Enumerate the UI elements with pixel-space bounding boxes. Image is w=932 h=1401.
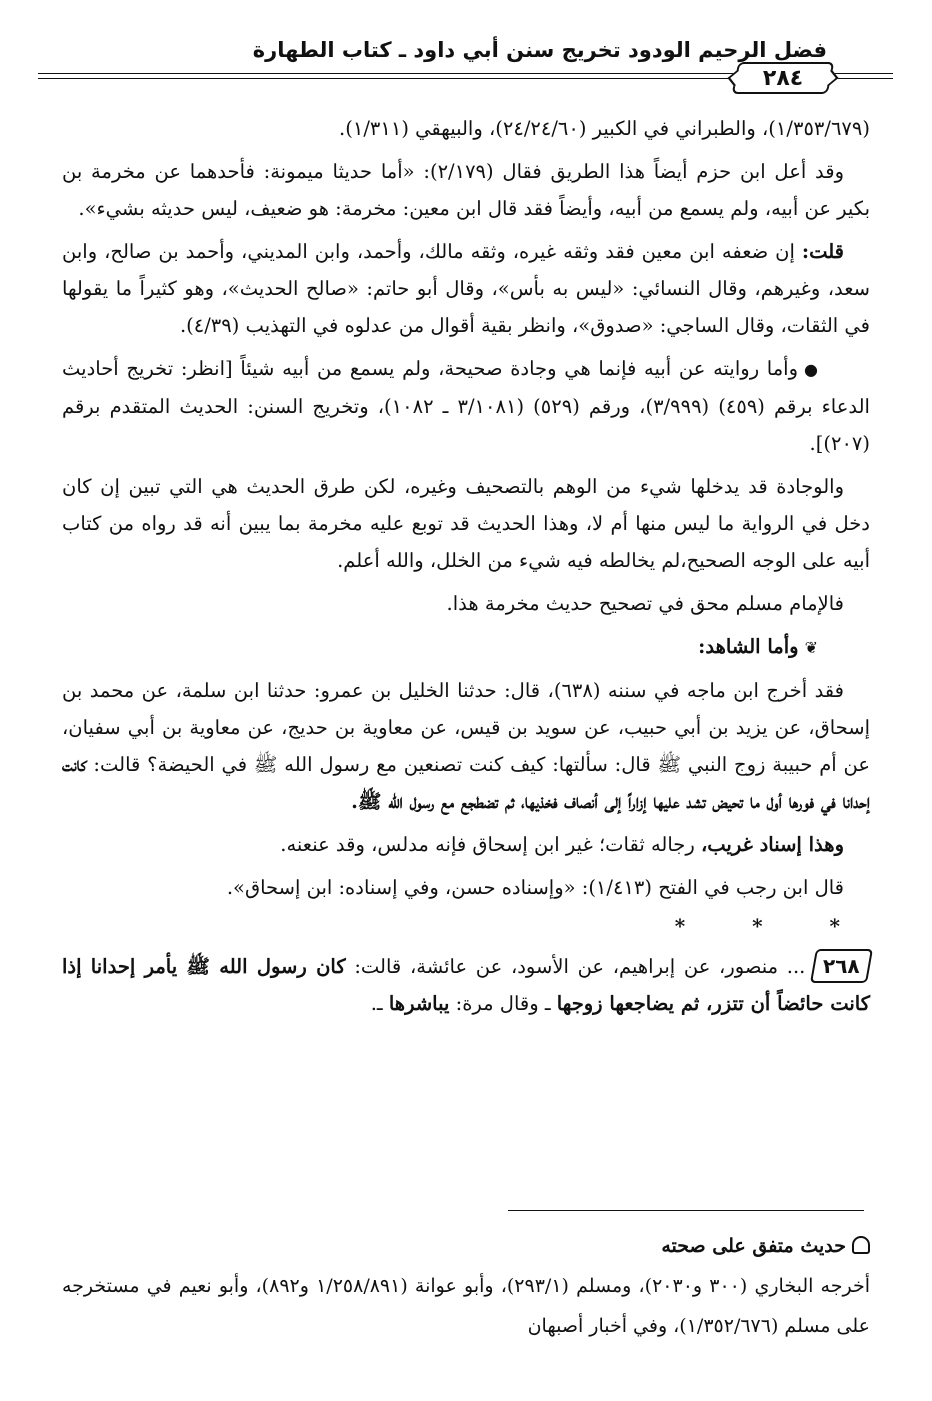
page-number-badge — [732, 62, 835, 94]
paragraph-3 — [62, 233, 870, 344]
ornament-icon: ❦ — [804, 638, 818, 657]
page-number: ٢٨٤ — [762, 65, 804, 91]
section-divider-stars: * * * — [674, 914, 870, 938]
hadith-text-mid: ـ وقال مرة: — [449, 992, 557, 1015]
paragraph-3-text: إن ضعفه ابن معين فقد وثقه غيره، وثقه مالك، وأحمد، وابن المديني، وأحمد بن صالح، وابن سعد، وغيرهم، وقال النسائي: «ليس به بأس»، وقال أبو حاتم: «صالح الحديث»، وهو كثيراً ما يقولها في الثقات، وقال الساجي: «صدوق»، وانظر بقية أقوال من عدلوه في التهذيب (٤/٣٩). — [62, 240, 870, 337]
paragraph-7 — [62, 628, 870, 666]
paragraph-6: فالإمام مسلم محق في تصحيح حديث مخرمة هذا. — [446, 592, 844, 615]
footnote-bullet-icon — [852, 1236, 870, 1254]
hadith-number: ٢٦٨ — [823, 954, 860, 978]
paragraph-10: قال ابن رجب في الفتح (١/٤١٣): «وإسناده حسن، وفي إسناده: ابن إسحاق». — [226, 876, 844, 899]
paragraph-3-lead: قلت: — [801, 240, 844, 263]
footnote-text: أخرجه البخاري (٣٠٠ و٢٠٣٠)، ومسلم (٢٩٣/١)، وأبو عوانة (١/٢٥٨/٨٩١ و٨٩٢)، وأبو نعيم في مستخرجه على مسلم (١/٣٥٢/٦٧٦)، وفي أخبار أصبهان — [62, 1275, 870, 1337]
paragraph-8 — [62, 672, 870, 820]
running-header-title: فضل الرحيم الودود تخريج سنن أبي داود ـ كتاب الطهارة — [252, 38, 827, 62]
footnote-heading: حديث متفق على صحته — [661, 1235, 846, 1257]
footnote-heading-line — [62, 1226, 870, 1266]
paragraph-9 — [62, 826, 870, 863]
paragraph-4 — [62, 350, 870, 462]
paragraph-9-text: رجاله ثقات؛ غير ابن إسحاق فإنه مدلس، وقد عنعنه. — [280, 833, 701, 856]
main-text — [62, 110, 870, 1028]
section-heading: وأما الشاهد: — [698, 635, 799, 658]
hadith-text-bold-2: يباشرها — [388, 992, 450, 1015]
hadith-intro: ... منصور، عن إبراهيم، عن الأسود، عن عائشة، قالت: — [345, 955, 806, 978]
paragraph-1: (١/٣٥٣/٦٧٩)، والطبراني في الكبير (٢٤/٢٤/٦٠)، والبيهقي (١/٣١١). — [339, 117, 870, 140]
paragraph-5: والوجادة قد يدخلها شيء من الوهم بالتصحيف وغيره، لكن طرق الحديث هي التي تبين إن كان دخل في الرواية ما ليس منها أم لا، وهذا الحديث قد توبع عليه مخرمة بما يبين أنه قد رواه من كتاب أبيه على الوجه الصحيح،لم يخالطه فيه شيء من الخلل، والله أعلم. — [62, 475, 870, 572]
paragraph-9-lead: وهذا إسناد غريب، — [700, 833, 844, 856]
paragraph-8-quote: كانت إحدانا في فورها أول ما تحيض تشد عليها إزاراً إلى أنصاف فخذيها، ثم تضطجع مع رسول الله ﷺ. — [62, 753, 870, 813]
paragraph-2: وقد أعل ابن حزم أيضاً هذا الطريق فقال (٢/١٧٩): «أما حديثا ميمونة: فأحدهما عن مخرمة بن بكير عن أبيه، ولم يسمع من أبيه، وأيضاً فقد قال ابن معين: مخرمة: هو ضعيف، ليس حديثه بشيء». — [62, 160, 870, 220]
hadith-paragraph — [62, 948, 870, 1022]
footnote-separator — [508, 1210, 864, 1211]
bullet-icon: ● — [804, 360, 818, 379]
hadith-text-end: ـ. — [370, 992, 389, 1015]
paragraph-8-text: فقد أخرج ابن ماجه في سننه (٦٣٨)، قال: حدثنا الخليل بن عمرو: حدثنا ابن سلمة، عن محمد بن إسحاق، عن يزيد بن أبي حبيب، عن سويد بن قيس، عن معاوية بن حديج، عن معاوية بن أبي سفيان، عن أم حبيبة زوج النبي ﷺ قال: سألتها: كيف كنت تصنعين مع رسول الله ﷺ في الحيضة؟ قالت: — [62, 679, 870, 776]
hadith-number-badge — [810, 949, 873, 983]
hadith-text-bold-1: كان رسول الله ﷺ يأمر إحدانا إذا كانت حائضاً أن تتزر، ثم يضاجعها زوجها — [62, 955, 870, 1015]
footnote-section — [62, 1226, 870, 1346]
paragraph-4-text: وأما روايته عن أبيه فإنما هي وجادة صحيحة، ولم يسمع من أبيه شيئاً [انظر: تخريج أحاديث الدعاء برقم (٤٥٩) (٣/٩٩٩)، ورقم (٥٢٩) (٣/١٠٨١ ـ ١٠٨٢)، وتخريج السنن: الحديث المتقدم برقم (٢٠٧)]. — [62, 357, 870, 455]
